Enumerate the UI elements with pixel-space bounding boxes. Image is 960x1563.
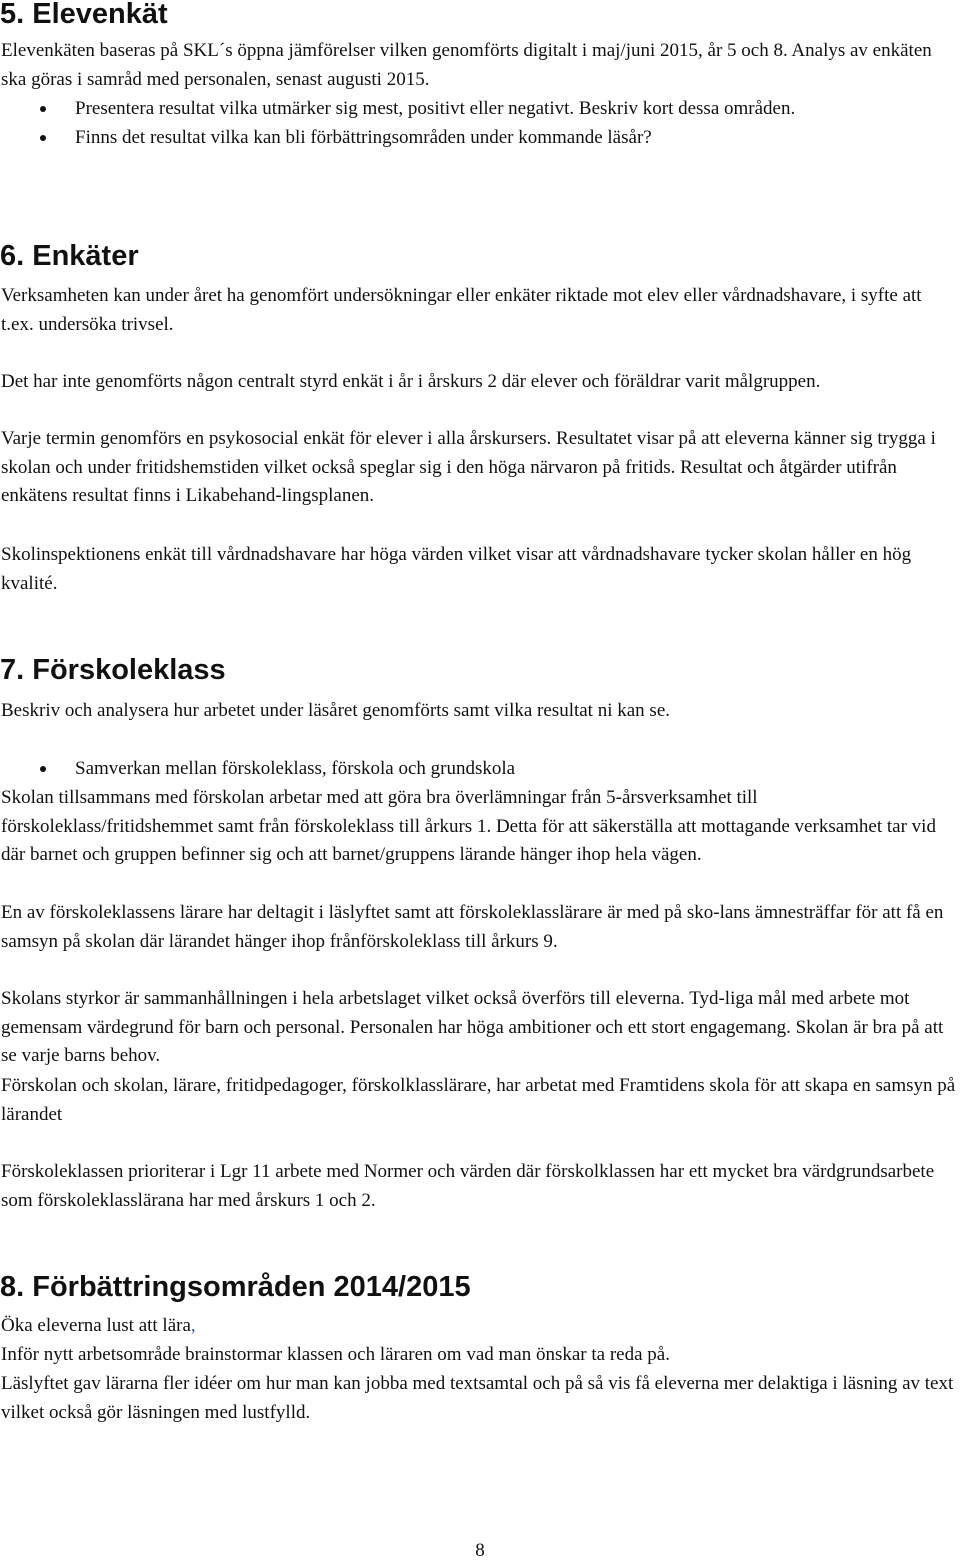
section-7-paragraph-3: En av förskoleklassens lärare har deltagit i läslyftet samt att förskoleklasslärare är med på sko-lans ämnesträffar för att få en samsyn på skolan där lärandet hänger ihop frånförskoleklass till årkurs 9. — [1, 902, 944, 952]
section-6-paragraph-2: Det har inte genomförts någon centralt styrd enkät i år i årskurs 2 där elever och föräldrar varit målgruppen. — [1, 371, 821, 392]
section-5-paragraph: Elevenkäten baseras på SKL´s öppna jämförelser vilken genomförts digitalt i maj/juni 2015, år 5 och 8. Analys av enkäten ska göras i samråd med personalen, senast augusti 2015. — [1, 40, 932, 90]
line-1-comma: , — [190, 1315, 196, 1336]
section-7-bullet-list — [0, 755, 955, 784]
section-7-paragraph-6: Förskoleklassen prioriterar i Lgr 11 arbete med Normer och värden där förskolklassen har ett mycket bra värdgrundsarbete som förskoleklasslärana har med årskurs 1 och 2. — [1, 1161, 935, 1211]
list-item-text: Finns det resultat vilka kan bli förbättringsområden under kommande läsår? — [75, 126, 652, 148]
section-8-heading: 8. Förbättringsområden 2014/2015 — [0, 1271, 471, 1303]
list-item — [0, 95, 955, 124]
section-7-paragraph-1: Beskriv och analysera hur arbetet under läsåret genomförts samt vilka resultat ni kan se. — [1, 700, 670, 721]
list-item-text: Presentera resultat vilka utmärker sig mest, positivt eller negativt. Beskriv kort dessa områden. — [75, 98, 796, 119]
section-7-paragraph-2: Skolan tillsammans med förskolan arbetar med att göra bra överlämningar från 5-årsverksamhet till förskoleklass/fritidshemmet samt från förskoleklass till årkurs 1. Detta för att säkerställa att mottagande verksamhet tar vid där barnet och gruppen befinner sig och att barnet/gruppens lärande hänger ihop hela vägen. — [1, 787, 936, 866]
bullet-icon — [40, 106, 46, 112]
section-8-line-2: Inför nytt arbetsområde brainstormar klassen och läraren om vad man önskar ta reda på. — [1, 1344, 670, 1365]
page-number: 8 — [475, 1540, 485, 1561]
section-6-paragraph-1: Verksamheten kan under året ha genomfört undersökningar eller enkäter riktade mot elev eller vårdnadshavare, i syfte att t.ex. undersöka trivsel. — [1, 285, 922, 335]
line-1-text: Öka eleverna lust att lära — [1, 1315, 191, 1336]
section-6-paragraph-4: Skolinspektionens enkät till vårdnadshavare har höga värden vilket visar att vårdnadshavare tycker skolan håller en hög kvalité. — [1, 544, 912, 594]
section-5-bullet-list — [0, 95, 955, 152]
section-7-paragraph-5: Förskolan och skolan, lärare, fritidpedagoger, förskolklasslärare, har arbetat med Framtidens skola för att skapa en samsyn på lärandet — [1, 1075, 956, 1125]
section-7-heading: 7. Förskoleklass — [0, 654, 226, 686]
section-7-paragraph-4: Skolans styrkor är sammanhållningen i hela arbetslaget vilket också överförs till eleverna. Tyd-liga mål med arbete mot gemensam värdegrund för barn och personal. Personalen har höga ambitioner och ett stort engagemang. Skolan är bra på att se varje barns behov. — [1, 988, 944, 1067]
section-8-paragraph: Läslyftet gav lärarna fler idéer om hur man kan jobba med textsamtal och på så vis få eleverna mer delaktiga i läsning av text vilket också gör läsningen med lustfylld. — [1, 1373, 954, 1423]
list-item-text: Samverkan mellan förskoleklass, förskola och grundskola — [75, 758, 516, 779]
section-5-heading: 5. Elevenkät — [0, 0, 168, 30]
section-6-paragraph-3: Varje termin genomförs en psykosocial enkät för elever i alla årskursers. Resultatet visar på att eleverna känner sig trygga i skolan och under fritidshemstiden vilket också speglar sig i den höga närvaron på fritids. Resultat och åtgärder utifrån enkätens resultat finns i Likabehand-lingsplanen. — [1, 428, 936, 507]
list-item — [0, 755, 955, 784]
list-item — [0, 124, 955, 153]
bullet-icon — [40, 766, 46, 772]
section-6-heading: 6. Enkäter — [0, 240, 139, 272]
section-8-line-1 — [1, 1312, 956, 1341]
bullet-icon — [40, 135, 46, 141]
